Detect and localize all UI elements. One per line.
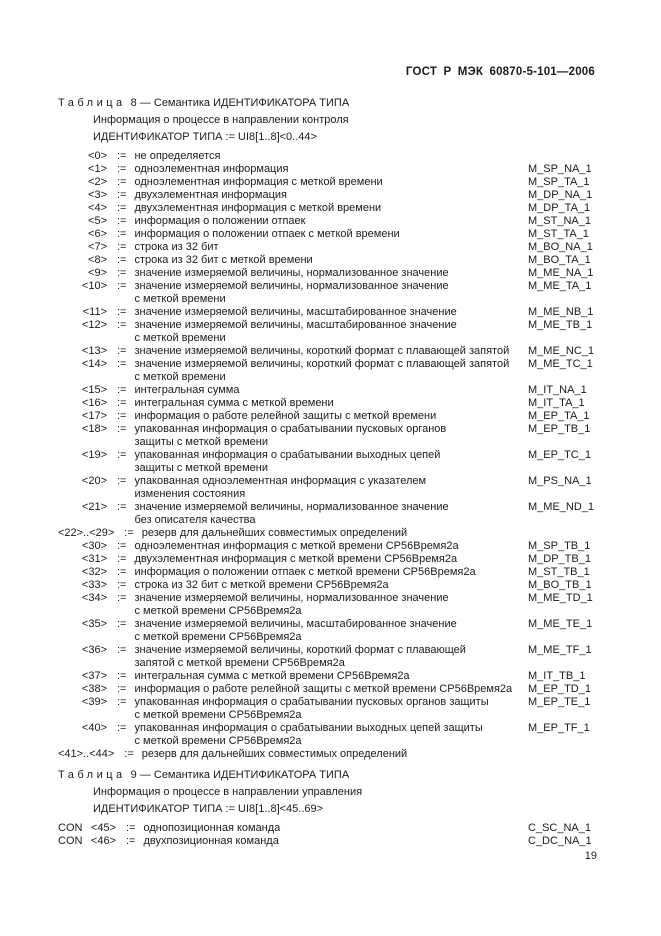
row-assign-symbol: := [124,527,134,539]
row-ascii-code: M_ME_TB_1 [528,319,593,331]
row-ascii-code: M_DP_NA_1 [528,189,593,201]
description-line: информация о работе релейной защиты с меткой времени [134,410,437,422]
row-ascii-code: C_DC_NA_1 [528,835,592,847]
table-row [0,475,661,501]
description-line: одноэлементная информация [134,163,289,175]
row-ascii-code: M_ME_TE_1 [528,618,593,630]
row-assign-symbol: := [124,748,134,760]
table-rows [0,150,661,761]
description-line: значение измеряемой величины, нормализованное значение [134,592,449,604]
description-line: с меткой времени [134,293,226,305]
table-row [0,449,661,475]
table-row [0,566,661,579]
table-row [0,254,661,267]
row-description [134,306,528,319]
table-caption-rest: 8 — Семантика ИДЕНТИФИКАТОРА ТИПА [130,97,350,109]
description-line: двухэлементная информация [134,189,287,201]
row-description [134,163,528,176]
row-assign-symbol: := [117,696,127,708]
table-row [0,280,661,306]
row-assign-symbol: := [117,618,127,630]
row-type-id: <38> [81,683,107,695]
row-type-id: <1> [88,163,107,175]
description-line: с меткой времени CP56Время2а [134,631,302,643]
description-line: интегральная сумма [134,384,240,396]
row-ascii-code: M_EP_TD_1 [528,683,591,695]
row-assign-symbol: := [117,228,127,240]
row-assign-symbol: := [117,540,127,552]
row-ascii-code: M_ME_NC_1 [528,345,595,357]
table-caption-word: Таблица [58,97,126,109]
table-row [0,410,661,423]
description-line: с меткой времени [134,332,226,344]
row-description [134,670,528,683]
table-section [0,95,661,761]
row-type-id: <8> [88,254,107,266]
row-ascii-code: M_PS_NA_1 [528,475,592,487]
row-assign-symbol: := [117,579,127,591]
row-type-id: <15> [81,384,107,396]
row-assign-symbol: := [117,189,127,201]
row-assign-symbol: := [117,397,127,409]
row-description [134,176,528,189]
table-row [0,748,661,761]
row-type-id: <12> [81,319,107,331]
row-type-id: <6> [88,228,107,240]
table-row [0,592,661,618]
row-description [134,644,528,670]
row-type-id: <32> [81,566,107,578]
row-description [142,527,528,540]
row-description [143,835,528,848]
table-row [0,722,661,748]
description-line: значение измеряемой величины, нормализованное значение [134,267,449,279]
row-ascii-code: C_SC_NA_1 [528,822,591,834]
row-ascii-code: M_ME_TF_1 [528,644,592,656]
row-assign-symbol: := [117,163,127,175]
table-row [0,670,661,683]
table-scope: Информация о процессе в направлении управления [93,786,363,798]
row-type-id: <11> [82,306,107,318]
table-row [0,822,661,835]
row-description [134,189,528,202]
row-ascii-code: M_EP_TF_1 [528,722,590,734]
table-scope: Информация о процессе в направлении контроля [93,114,349,126]
table-row [0,384,661,397]
row-description [134,618,528,644]
row-description [134,319,528,345]
row-assign-symbol: := [117,215,127,227]
row-description [134,423,528,449]
table-row [0,683,661,696]
row-type-id: <40> [81,722,107,734]
row-description [143,822,528,835]
description-line: резерв для дальнейших совместимых определений [141,527,408,539]
table-row [0,228,661,241]
row-assign-symbol: := [117,150,127,162]
description-line: с меткой времени CP56Время2а [134,735,302,747]
table-row [0,267,661,280]
row-ascii-code: M_ME_TD_1 [528,592,593,604]
description-line: информация о работе релейной защиты с меткой времени CP56Время2а [134,683,513,695]
description-line: упакованная информация о срабатывании выходных цепей защиты [134,722,483,734]
description-line: одноэлементная информация с меткой времени [134,176,383,188]
row-description [134,215,528,228]
table-row [0,215,661,228]
table-rows [0,822,661,848]
row-type-id: <20> [81,475,107,487]
row-type-id: <5> [88,215,107,227]
description-line: информация о положении отпаек с меткой времени [134,228,400,240]
row-ascii-code: M_ME_NB_1 [528,306,594,318]
row-ascii-code: M_ST_TB_1 [528,566,590,578]
row-description [134,722,528,748]
table-row [0,423,661,449]
row-ascii-code: M_ME_TA_1 [528,280,592,292]
row-description [134,592,528,618]
description-line: двухпозиционная команда [143,835,279,847]
table-row [0,358,661,384]
row-type-id: <45> [90,822,116,834]
description-line: значение измеряемой величины, короткий формат с плавающей [134,644,466,656]
row-assign-symbol: := [117,254,127,266]
table-row [0,189,661,202]
table-row [0,202,661,215]
row-description [134,566,528,579]
row-type-id: <2> [88,176,107,188]
description-line: без описателя качества [134,514,256,526]
row-type-id: <10> [81,280,107,292]
row-ascii-code: M_ST_NA_1 [528,215,591,227]
row-assign-symbol: := [126,835,136,847]
table-row [0,319,661,345]
row-type-id: <36> [81,644,107,656]
row-description [134,384,528,397]
tables-container [0,95,661,848]
description-line: строка из 32 бит [134,241,219,253]
row-ascii-code: M_ME_ND_1 [528,501,595,513]
row-description [134,397,528,410]
row-ascii-code: M_IT_TB_1 [528,670,586,682]
row-description [134,228,528,241]
row-type-id: <19> [81,449,107,461]
row-type-id: <33> [81,579,107,591]
row-description [134,345,528,358]
row-description [134,280,528,306]
row-description [134,540,528,553]
description-line: значение измеряемой величины, масштабированное значение [134,618,457,630]
description-line: значение измеряемой величины, масштабированное значение [134,319,457,331]
table-row [0,241,661,254]
table-row [0,618,661,644]
row-assign-symbol: := [117,176,127,188]
table-row [0,527,661,540]
row-type-id: <7> [88,241,107,253]
row-assign-symbol: := [117,202,127,214]
table-section [0,767,661,848]
description-line: значение измеряемой величины, нормализованное значение [134,280,449,292]
description-line: упакованная информация о срабатывании пусковых органов [134,423,447,435]
table-row [0,644,661,670]
row-type-id: <31> [81,553,107,565]
description-line: не определяется [134,150,221,162]
description-line: информация о положении отпаек с меткой времени CP56Время2а [134,566,476,578]
row-type-id: <17> [81,410,107,422]
description-line: интегральная сумма с меткой времени [134,397,334,409]
row-con-flag: CON [58,835,83,847]
row-con-flag: CON [58,822,83,834]
row-description [134,254,528,267]
description-line: двухэлементная информация с меткой времени [134,202,382,214]
row-type-id: <34> [81,592,107,604]
description-line: с меткой времени CP56Время2а [134,709,302,721]
description-line: строка из 32 бит с меткой времени CP56Время2а [134,579,389,591]
description-line: значение измеряемой величины, нормализованное значение [134,501,449,513]
table-row [0,553,661,566]
description-line: упакованная информация о срабатывании пусковых органов защиты [134,696,489,708]
row-ascii-code: M_EP_TB_1 [528,423,591,435]
row-type-id: <4> [88,202,107,214]
table-row [0,345,661,358]
description-line: упакованная одноэлементная информация с указателем [134,475,427,487]
row-ascii-code: M_BO_TA_1 [528,254,591,266]
row-assign-symbol: := [117,306,127,318]
row-ascii-code: M_EP_TE_1 [528,696,591,708]
row-assign-symbol: := [117,683,127,695]
row-assign-symbol: := [117,592,127,604]
row-description [134,683,528,696]
table-row [0,501,661,527]
row-type-id: <3> [88,189,107,201]
table-definition: ИДЕНТИФИКАТОР ТИПА := UI8[1..8]<0..44> [93,131,317,143]
row-ascii-code: M_EP_TC_1 [528,449,591,461]
row-description [134,150,528,163]
description-line: упакованная информация о срабатывании выходных цепей [134,449,441,461]
table-caption [0,95,661,112]
description-line: защиты с меткой времени [134,462,268,474]
description-line: с меткой времени [134,371,226,383]
table-definition: ИДЕНТИФИКАТОР ТИПА := UI8[1..8]<45..69> [93,803,324,815]
row-description [134,358,528,384]
row-assign-symbol: := [117,267,127,279]
row-ascii-code: M_DP_TA_1 [528,202,591,214]
row-assign-symbol: := [117,358,127,370]
row-assign-symbol: := [117,722,127,734]
row-ascii-code: M_IT_TA_1 [528,397,585,409]
row-assign-symbol: := [117,501,127,513]
page-number: 19 [584,850,597,862]
row-assign-symbol: := [117,566,127,578]
row-type-id: <35> [81,618,107,630]
row-assign-symbol: := [117,319,127,331]
row-description [134,475,528,501]
description-line: значение измеряемой величины, короткий формат с плавающей запятой [134,345,510,357]
row-description [142,748,528,761]
table-row [0,696,661,722]
row-type-id: <13> [81,345,107,357]
description-line: информация о положении отпаек [134,215,306,227]
row-ascii-code: M_ME_TC_1 [528,358,593,370]
description-line: запятой с меткой времени CP56Время2а [134,657,345,669]
row-assign-symbol: := [117,423,127,435]
table-caption-rest: 9 — Семантика ИДЕНТИФИКАТОРА ТИПА [130,769,350,781]
row-ascii-code: M_SP_TA_1 [528,176,590,188]
row-ascii-code: M_BO_TB_1 [528,579,592,591]
row-description [134,501,528,527]
row-assign-symbol: := [117,644,127,656]
description-line: защиты с меткой времени [134,436,268,448]
row-type-id: <39> [81,696,107,708]
description-line: значение измеряемой величины, масштабированное значение [134,306,457,318]
description-line: строка из 32 бит с меткой времени [134,254,313,266]
table-row [0,150,661,163]
table-row [0,540,661,553]
row-assign-symbol: := [126,822,136,834]
row-assign-symbol: := [117,670,127,682]
row-ascii-code: M_IT_NA_1 [528,384,587,396]
row-description [134,241,528,254]
row-type-id: <46> [90,835,116,847]
row-assign-symbol: := [117,384,127,396]
row-ascii-code: M_ME_NA_1 [528,267,594,279]
row-type-id: <9> [88,267,107,279]
table-row [0,397,661,410]
row-type-id: <21> [81,501,107,513]
table-caption [0,767,661,784]
description-line: резерв для дальнейших совместимых определений [141,748,408,760]
row-assign-symbol: := [117,241,127,253]
row-ascii-code: M_SP_TB_1 [528,540,591,552]
row-description [134,449,528,475]
row-description [134,696,528,722]
description-line: значение измеряемой величины, короткий формат с плавающей запятой [134,358,510,370]
table-row [0,176,661,189]
row-ascii-code: M_DP_TB_1 [528,553,591,565]
row-type-id: <14> [81,358,107,370]
row-assign-symbol: := [117,553,127,565]
row-ascii-code: M_ST_TA_1 [528,228,589,240]
row-type-id: <16> [81,397,107,409]
row-description [134,579,528,592]
table-caption-word: Таблица [58,769,126,781]
row-type-id: <22>..<29> [58,527,115,539]
row-assign-symbol: := [117,449,127,461]
row-type-id: <30> [81,540,107,552]
row-description [134,202,528,215]
table-row [0,835,661,848]
row-assign-symbol: := [117,475,127,487]
table-row [0,306,661,319]
row-assign-symbol: := [117,280,127,292]
description-line: интегральная сумма с меткой времени CP56Время2а [134,670,410,682]
row-description [134,267,528,280]
table-row [0,579,661,592]
page-header-standard-number: ГОСТ Р МЭК 60870-5-101—2006 [405,66,595,78]
row-ascii-code: M_SP_NA_1 [528,163,592,175]
row-type-id: <0> [88,150,107,162]
row-assign-symbol: := [117,345,127,357]
description-line: изменения состояния [134,488,246,500]
row-assign-symbol: := [117,410,127,422]
description-line: двухэлементная информация с меткой времени CP56Время2а [134,553,458,565]
row-type-id: <37> [81,670,107,682]
table-row [0,163,661,176]
row-ascii-code: M_EP_TA_1 [528,410,590,422]
description-line: одноэлементная информация с меткой времени CP56Время2а [134,540,459,552]
row-description [134,410,528,423]
description-line: однопозиционная команда [143,822,281,834]
description-line: с меткой времени CP56Время2а [134,605,302,617]
row-type-id: <41>..<44> [58,748,115,760]
row-description [134,553,528,566]
row-type-id: <18> [81,423,107,435]
row-ascii-code: M_BO_NA_1 [528,241,593,253]
